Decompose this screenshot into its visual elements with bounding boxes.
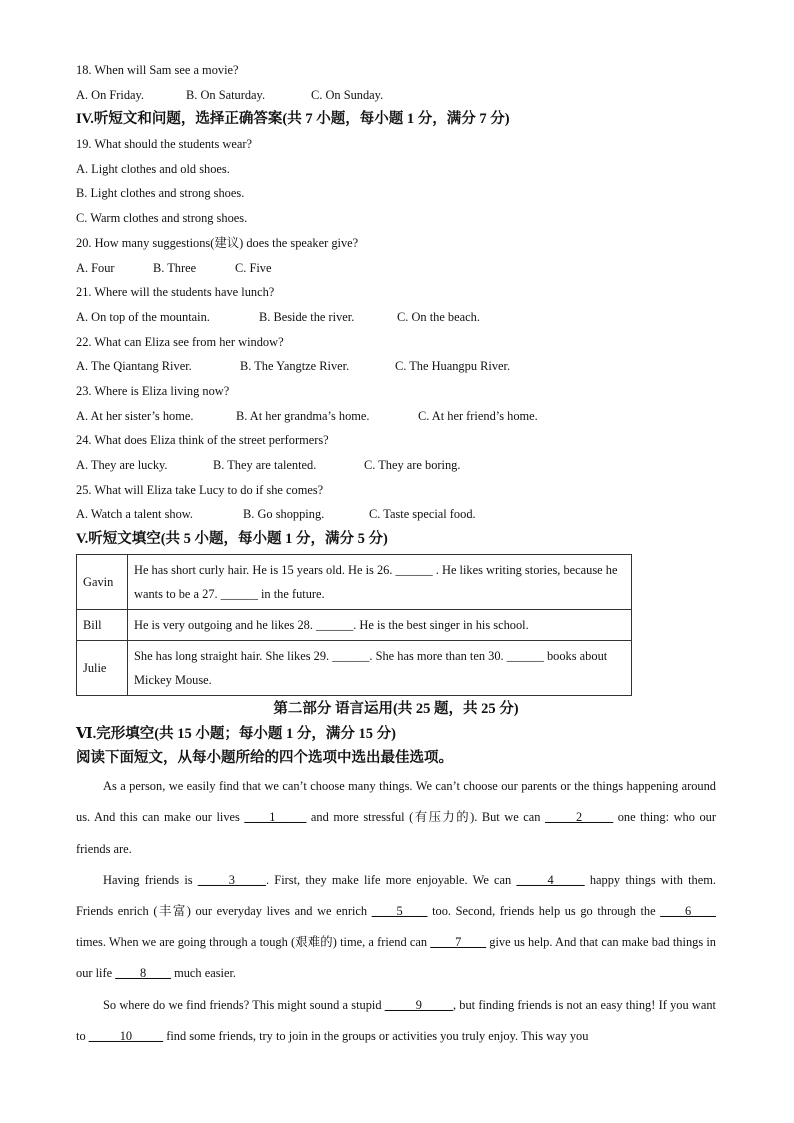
question-20-stem: 20. How many suggestions(建议) does the speaker give? [76,235,359,250]
blank-4: _____4_____ [516,872,585,887]
passage-paragraph-1 [76,771,716,865]
question-22-stem: 22. What can Eliza see from her window? [76,334,284,349]
blank-8: ____8____ [115,966,171,981]
blank-5: ____5____ [371,903,428,918]
passage-text: and more stressful (有压力的). But we can [306,810,545,825]
row-name: Julie [77,640,128,695]
passage-text: So where do we find friends? This might sound a stupid [103,997,385,1012]
option-a: A. The Qiantang River. [76,359,192,374]
passage-text: times. When we are going through a tough (艰难的) time, a friend can [76,935,431,950]
option-b: B. Go shopping. [243,507,325,522]
section-6-instructions: 阅读下面短文，从每小题所给的四个选项中选出最佳选项。 [76,750,453,767]
passage-paragraph-3 [76,990,716,1052]
exam-page [76,58,716,1052]
option-a: A. At her sister’s home. [76,408,194,423]
row-text: He has short curly hair. He is 15 years old. He is 26. ______ . He likes writing stories, because he wants to be a 27. ______ in the future. [128,554,632,609]
option-b: B. Beside the river. [259,309,355,324]
option-b: B. Three [153,260,197,275]
option-a: A. Watch a talent show. [76,507,194,522]
option-b: B. The Yangtze River. [240,359,350,374]
option-a: A. Four [76,260,115,275]
question-18-options [76,83,716,108]
part-2-title: 第二部分 语言运用(共 25 题，共 25 分) [273,700,519,717]
section-5-title: V.听短文填空(共 5 小题，每小题 1 分，满分 5 分) [76,531,388,548]
question-23-stem: 23. Where is Eliza living now? [76,383,230,398]
option-c: C. They are boring. [364,458,461,472]
option-c: C. Five [235,260,272,275]
table-row [77,554,632,609]
passage-text: Having friends is [103,872,198,887]
row-text: He is very outgoing and he likes 28. ______. He is the best singer in his school. [128,609,632,640]
option-c: C. On the beach. [397,309,480,324]
option-a: A. They are lucky. [76,458,168,472]
question-19-stem: 19. What should the students wear? [76,137,252,152]
fill-in-table [76,554,632,696]
passage-text: find some friends, try to join in the groups or activities you truly enjoy. This way you [163,1028,589,1043]
question-19-option-a: A. Light clothes and old shoes. [76,161,230,176]
blank-2: _____2_____ [545,810,614,825]
question-19-option-b: B. Light clothes and strong shoes. [76,186,245,201]
blank-7: ____7____ [430,935,487,950]
option-c: C. The Huangpu River. [395,359,511,374]
table-row [77,609,632,640]
question-23-options [76,404,716,429]
question-19-option-c: C. Warm clothes and strong shoes. [76,211,248,226]
question-25-stem: 25. What will Eliza take Lucy to do if she comes? [76,482,324,497]
option-a: A. On top of the mountain. [76,309,210,324]
passage-text: . First, they make life more enjoyable. We can [265,872,517,887]
question-22-options [76,354,716,379]
question-25-options [76,502,716,527]
table-row [77,640,632,695]
blank-9: _____9_____ [384,997,453,1012]
row-name: Bill [77,609,128,640]
option-c: C. Taste special food. [369,507,476,522]
option-c: C. On Sunday. [311,87,384,102]
question-21-options [76,305,716,330]
passage-text: happy things with them. Friends enrich (丰富) our everyday lives and we enrich [76,872,716,918]
question-24-options [76,453,716,478]
option-b: B. On Saturday. [186,87,266,102]
passage-text: , but finding friends is not an easy thing! If you want to [76,997,716,1043]
blank-1: ____1_____ [244,810,307,825]
option-a: A. On Friday. [76,87,145,102]
row-name: Gavin [77,554,128,609]
question-20-options [76,256,716,281]
option-b: B. They are talented. [213,458,317,472]
passage-text: too. Second, friends help us go through the [427,903,661,918]
section-6-title: Ⅵ.完形填空(共 15 小题；每小题 1 分，满分 15 分) [76,725,396,742]
passage-text: one thing: who our friends are. [76,810,716,856]
blank-6: ____6____ [660,903,716,918]
question-21-stem: 21. Where will the students have lunch? [76,285,275,300]
row-text: She has long straight hair. She likes 29. ______. She has more than ten 30. ______ books about Mickey Mouse. [128,640,632,695]
passage-paragraph-2 [76,865,716,990]
blank-3: _____3_____ [197,872,266,887]
passage-text: much easier. [171,966,237,981]
passage-text: As a person, we easily find that we can’t choose many things. We can’t choose our parents or the things happening around us. And this can make our lives [76,779,716,825]
section-4-title: IV.听短文和问题，选择正确答案(共 7 小题，每小题 1 分，满分 7 分) [76,111,510,128]
blank-10: _____10_____ [88,1028,164,1043]
passage-text: give us help. And that can make bad things in our life [76,935,716,981]
question-18-stem: 18. When will Sam see a movie? [76,63,239,77]
question-24-stem: 24. What does Eliza think of the street performers? [76,433,329,448]
option-b: B. At her grandma’s home. [236,408,370,423]
option-c: C. At her friend’s home. [418,408,538,423]
